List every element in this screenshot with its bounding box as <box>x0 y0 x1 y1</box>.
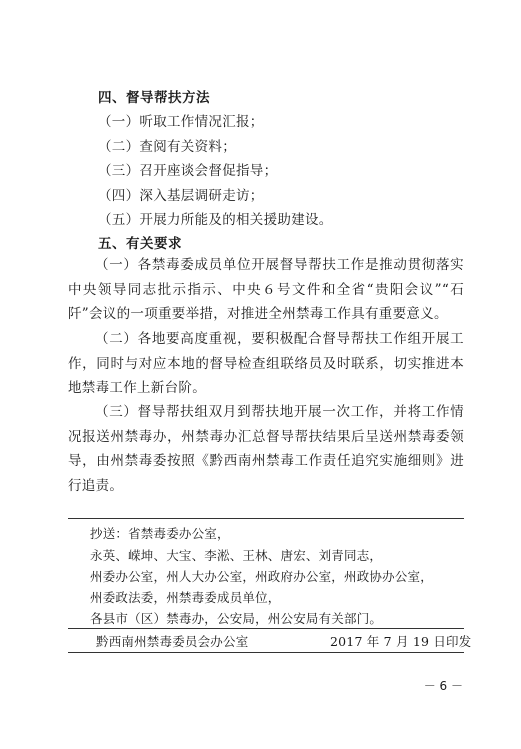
print-date: 2017 年 7 月 19 日印发 <box>330 634 472 649</box>
cc-line: 州委办公室，州人大办公室，州政府办公室，州政协办公室， <box>90 569 433 584</box>
method-item: （二）查阅有关资料； <box>98 139 236 155</box>
section-heading-requirements: 五、有关要求 <box>98 236 182 252</box>
cc-top-rule <box>68 518 464 519</box>
cc-line: 永英、嵘坤、大宝、李淞、王林、唐宏、刘青同志， <box>90 548 383 563</box>
cc-line: 州委政法委，州禁毒委成员单位， <box>90 590 281 605</box>
cc-line: 各县市（区）禁毒办，公安局，州公安局有关部门。 <box>90 611 383 626</box>
requirement-paragraph: （三）督导帮扶组双月到帮扶地开展一次工作，并将工作情况报送州禁毒办，州禁毒办汇总督导帮扶结果后呈送州禁毒委领导，由州禁毒委按照《黔西南州禁毒工作责任追究实施细则》进行追责。 <box>68 404 464 494</box>
requirement-paragraph: （一）各禁毒委成员单位开展督导帮扶工作是推动贯彻落实中央领导同志批示指示、中央６号文件和全省“贵阳会议”“石阡”会议的一项重要举措，对推进全州禁毒工作具有重要意义。 <box>68 257 464 322</box>
issuing-office: 黔西南州禁毒委员会办公室 <box>96 634 249 649</box>
method-item: （五）开展力所能及的相关援助建设。 <box>98 212 333 228</box>
method-item: （一）听取工作情况汇报； <box>98 114 264 130</box>
footer-bottom-rule <box>68 652 464 653</box>
method-item: （三）召开座谈会督促指导； <box>98 163 278 179</box>
page-number: － 6 － <box>423 679 463 693</box>
footer-top-rule <box>68 628 464 629</box>
section-heading-methods: 四、督导帮扶方法 <box>98 90 210 106</box>
method-item: （四）深入基层调研走访； <box>98 188 264 204</box>
requirement-paragraph: （二）各地要高度重视，要积极配合督导帮扶工作组开展工作，同时与对应本地的督导检查组联络员及时联系，切实推进本地禁毒工作上新台阶。 <box>68 331 464 396</box>
cc-line: 抄送：省禁毒委办公室， <box>90 526 230 541</box>
